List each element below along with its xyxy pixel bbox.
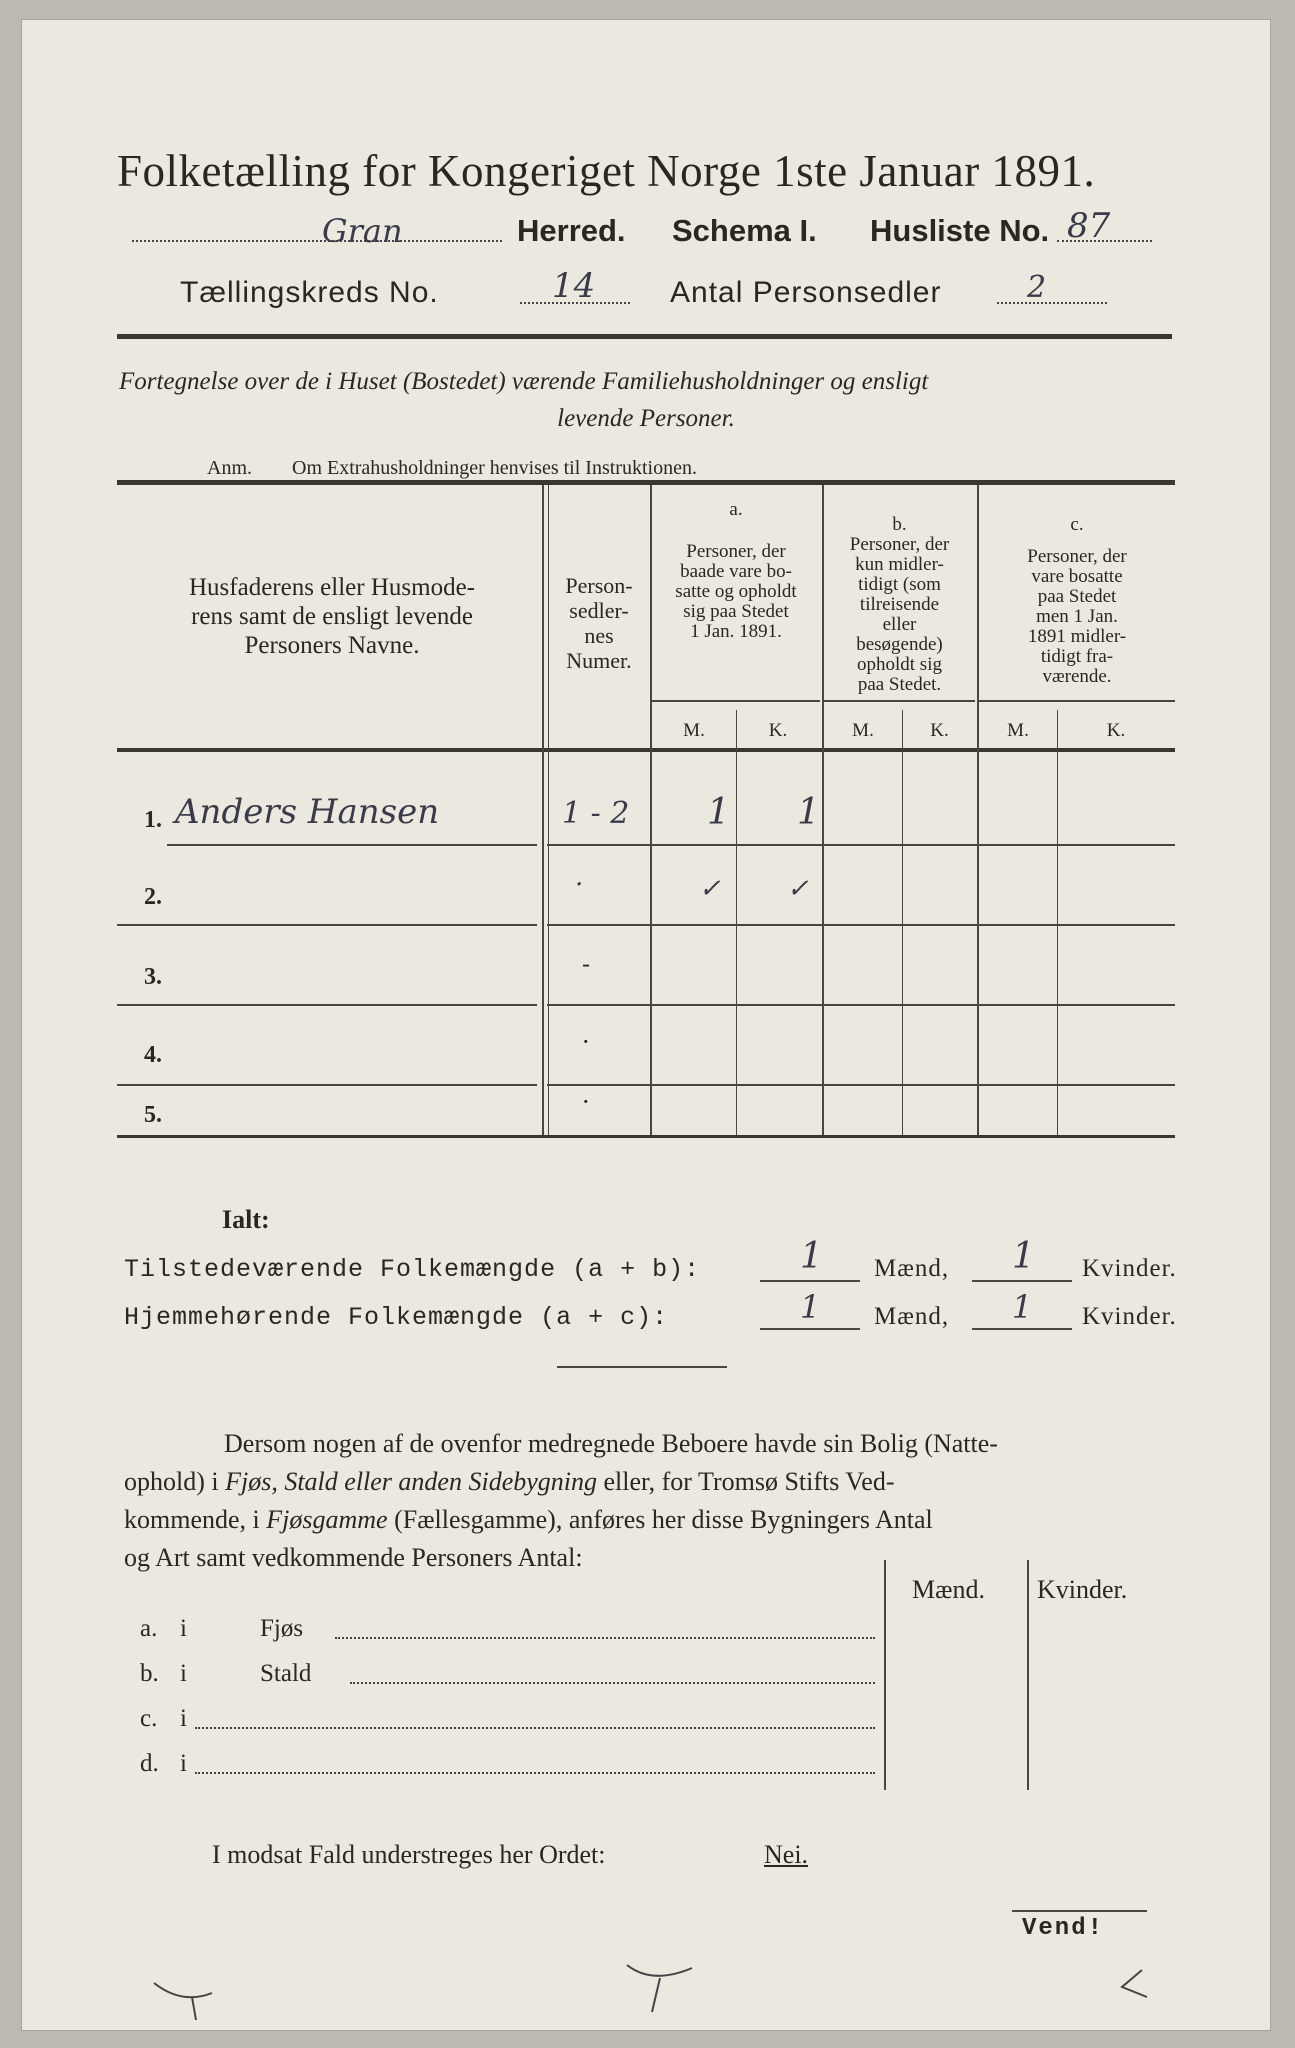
anm-text: Om Extrahusholdninger henvises til Instruktionen. bbox=[292, 457, 697, 479]
row-number: 2. bbox=[144, 884, 162, 910]
tilst-kvinder-value: 1 bbox=[1012, 1236, 1035, 1277]
col-a-header-line: satte og opholdt bbox=[675, 581, 797, 602]
hjem-maend-label: Mænd, bbox=[874, 1303, 950, 1330]
note-col-divider bbox=[884, 1560, 886, 1790]
col-b-k: K. bbox=[930, 720, 949, 741]
col-b-header-line: eller bbox=[882, 614, 917, 635]
col-c-header-line: vare bosatte bbox=[1031, 566, 1123, 587]
col-a-header-line: baade vare bo- bbox=[680, 561, 792, 582]
note-text: (Fællesgamme), anføres her disse Bygningers Antal bbox=[387, 1505, 933, 1534]
personseddel-number: · bbox=[582, 1088, 590, 1116]
mk-rule bbox=[824, 700, 975, 702]
mk-rule bbox=[979, 700, 1175, 702]
row-line bbox=[167, 844, 537, 846]
note-text: ophold) i bbox=[124, 1467, 226, 1496]
col-a-header-line: Personer, der bbox=[686, 541, 786, 562]
col-b-header-line: besøgende) bbox=[856, 634, 943, 655]
row-line bbox=[117, 1004, 537, 1006]
hjem-kvinder-value: 1 bbox=[1012, 1288, 1033, 1326]
building-i: i bbox=[180, 1660, 187, 1687]
antal-label: Antal Personsedler bbox=[670, 276, 942, 309]
col-b-header-line: Personer, der bbox=[849, 534, 950, 555]
note-text: kommende, i bbox=[124, 1505, 267, 1534]
census-form-page bbox=[22, 20, 1270, 2030]
nei-word: Nei. bbox=[764, 1840, 809, 1869]
vend-rule bbox=[1012, 1910, 1147, 1912]
section-divider bbox=[557, 1366, 727, 1368]
note-maend-header: Mænd. bbox=[912, 1575, 985, 1604]
mark-scribble bbox=[152, 1975, 242, 2025]
personseddel-number: · bbox=[582, 1028, 590, 1056]
col-c-header-line: Personer, der bbox=[1027, 546, 1127, 567]
kreds-value: 14 bbox=[552, 266, 596, 306]
hjem-kvinder-label: Kvinder. bbox=[1082, 1303, 1177, 1330]
col-a-header-line: sig paa Stedet bbox=[683, 601, 789, 622]
row-number: 3. bbox=[144, 964, 162, 990]
building-label-stald: Stald bbox=[260, 1660, 312, 1687]
tilst-m-line bbox=[760, 1280, 860, 1282]
building-letter: b. bbox=[140, 1660, 159, 1687]
building-dotline bbox=[195, 1772, 875, 1774]
building-i: i bbox=[180, 1750, 187, 1777]
building-label-fjos: Fjøs bbox=[260, 1615, 304, 1642]
hjem-maend-value: 1 bbox=[800, 1288, 821, 1326]
kreds-label: Tællingskreds No. bbox=[180, 276, 439, 309]
note-line bbox=[124, 1463, 1179, 1501]
husliste-label: Husliste No. bbox=[870, 213, 1050, 248]
col-a-m-value: ✓ bbox=[699, 874, 721, 904]
col-a-m-value: 1 bbox=[707, 792, 730, 833]
tilst-maend-value: 1 bbox=[800, 1236, 823, 1277]
tilst-maend-label: Mænd, bbox=[874, 1255, 950, 1282]
note-text-italic: Fjøsgamme bbox=[266, 1505, 388, 1534]
row-line bbox=[547, 1084, 1175, 1086]
col-c-header bbox=[979, 515, 1175, 687]
col-name-header bbox=[127, 573, 537, 660]
tilst-kvinder-label: Kvinder. bbox=[1082, 1255, 1177, 1282]
col-b-letter: b. bbox=[892, 514, 907, 535]
col-b-header-line: tidigt (som bbox=[858, 574, 941, 595]
row-line bbox=[547, 844, 1175, 846]
col-a-k-value: ✓ bbox=[787, 874, 809, 904]
antal-value: 2 bbox=[1027, 270, 1047, 305]
building-dotline bbox=[195, 1727, 875, 1729]
note-text: eller, for Tromsø Stifts Ved- bbox=[597, 1467, 895, 1496]
row-line bbox=[117, 924, 537, 926]
row-line bbox=[547, 1004, 1175, 1006]
col-name-header-line: Husfaderens eller Husmode- bbox=[188, 574, 475, 601]
schema-label: Schema I. bbox=[672, 213, 817, 248]
modsat-fald-text: I modsat Fald understreges her Ordet: bbox=[212, 1840, 606, 1869]
col-c-header-line: men 1 Jan. bbox=[1036, 606, 1118, 627]
note-col-divider bbox=[1027, 1560, 1029, 1790]
col-c-letter: c. bbox=[1070, 514, 1084, 535]
col-a-letter: a. bbox=[729, 499, 743, 520]
vend-label: Vend! bbox=[1022, 1915, 1105, 1942]
col-b-m: M. bbox=[852, 720, 874, 741]
building-i: i bbox=[180, 1615, 187, 1642]
tilstedevaerende-label: Tilstedeværende Folkemængde (a + b): bbox=[124, 1255, 701, 1284]
note-kvinder-header: Kvinder. bbox=[1037, 1575, 1128, 1604]
anm-label: Anm. bbox=[207, 457, 252, 479]
col-a-header-line: 1 Jan. 1891. bbox=[690, 621, 782, 642]
col-name-header-line: rens samt de ensligt levende bbox=[191, 603, 473, 630]
col-a-m: M. bbox=[683, 720, 705, 741]
col-b-header-line: paa Stedet. bbox=[857, 674, 942, 695]
building-letter: a. bbox=[140, 1615, 158, 1642]
intro-line-2: levende Personer. bbox=[557, 405, 735, 432]
col-c-header-line: paa Stedet bbox=[1037, 586, 1117, 607]
mk-rule bbox=[652, 700, 820, 702]
col-b-header-line: kun midler- bbox=[855, 554, 944, 575]
personseddel-number: - bbox=[582, 950, 591, 978]
note-text-italic: Fjøs, Stald eller anden Sidebygning bbox=[225, 1467, 597, 1496]
building-letter: d. bbox=[140, 1750, 159, 1777]
col-b-header bbox=[824, 515, 975, 695]
col-a-k: K. bbox=[768, 720, 788, 741]
table-top-rule bbox=[117, 480, 1175, 485]
building-dotline bbox=[350, 1682, 875, 1684]
note-line: Dersom nogen af de ovenfor medregnede Beboere havde sin Bolig (Natte- bbox=[224, 1429, 998, 1458]
col-number-header-line: nes bbox=[584, 623, 614, 648]
row-line bbox=[547, 924, 1175, 926]
building-letter: c. bbox=[140, 1705, 158, 1732]
note-line bbox=[124, 1501, 1179, 1539]
col-c-header-line: 1891 midler- bbox=[1027, 626, 1127, 647]
row-number: 5. bbox=[144, 1102, 162, 1128]
herred-label: Herred. bbox=[517, 213, 626, 248]
col-number-header bbox=[550, 573, 648, 673]
table-body bbox=[117, 752, 1175, 1135]
antal-field-line bbox=[997, 302, 1107, 304]
mark-scribble bbox=[622, 1960, 712, 2020]
col-a-header bbox=[652, 500, 820, 642]
note-paragraph bbox=[124, 1425, 1179, 1577]
row-number: 1. bbox=[144, 807, 162, 833]
col-number-header-line: Person- bbox=[565, 573, 633, 598]
ialt-label: Ialt: bbox=[222, 1205, 270, 1234]
col-c-k: K. bbox=[1106, 720, 1126, 741]
intro-line-1: Fortegnelse over de i Huset (Bostedet) værende Familiehusholdninger og ensligt bbox=[119, 368, 929, 395]
herred-field-line bbox=[132, 240, 502, 242]
hjem-k-line bbox=[972, 1328, 1072, 1330]
person-name: Anders Hansen bbox=[175, 792, 440, 832]
col-c-m: M. bbox=[1007, 720, 1029, 741]
col-b-header-line: tilreisende bbox=[859, 594, 940, 615]
header-rule bbox=[117, 334, 1172, 339]
col-name-header-line: Personers Navne. bbox=[244, 632, 420, 659]
building-dotline bbox=[335, 1637, 875, 1639]
col-number-header-line: sedler- bbox=[569, 598, 629, 623]
row-number: 4. bbox=[144, 1042, 162, 1068]
note-line: og Art samt vedkommende Personers Antal: bbox=[124, 1543, 583, 1572]
hjemmehorende-label: Hjemmehørende Folkemængde (a + c): bbox=[124, 1303, 669, 1332]
hjem-m-line bbox=[760, 1328, 860, 1330]
col-b-header-line: opholdt sig bbox=[857, 654, 942, 675]
col-c-header-line: værende. bbox=[1042, 666, 1112, 687]
personseddel-number: · bbox=[575, 870, 584, 900]
herred-value: Gran bbox=[322, 212, 403, 250]
col-c-header-line: tidigt fra- bbox=[1040, 646, 1114, 667]
col-number-header-line: Numer. bbox=[566, 648, 632, 673]
row-line bbox=[117, 1084, 537, 1086]
tilst-k-line bbox=[972, 1280, 1072, 1282]
table-bottom-rule bbox=[117, 1135, 1175, 1138]
personseddel-number: 1 - 2 bbox=[562, 796, 630, 831]
mark-scribble bbox=[1102, 1965, 1162, 2005]
husliste-value: 87 bbox=[1067, 206, 1111, 246]
col-a-k-value: 1 bbox=[797, 792, 820, 833]
form-title: Folketælling for Kongeriget Norge 1ste Januar 1891. bbox=[117, 146, 1096, 196]
building-i: i bbox=[180, 1705, 187, 1732]
